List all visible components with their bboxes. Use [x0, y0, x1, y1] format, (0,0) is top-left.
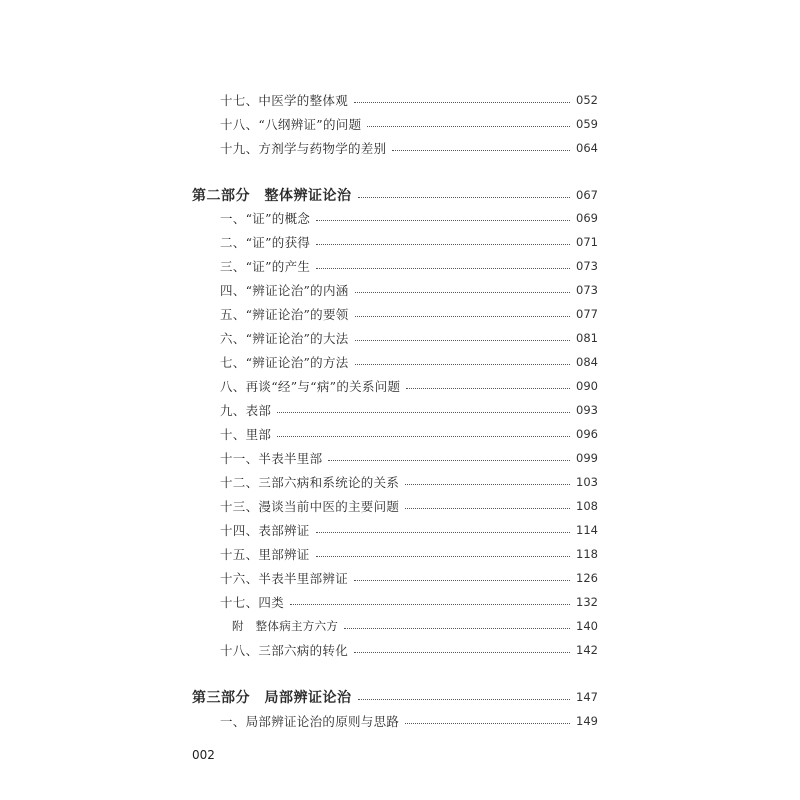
toc-entry: [220, 138, 598, 158]
dot-leader: [277, 411, 570, 413]
toc-entry-title: 第二部分 整体辨证论治: [192, 188, 352, 204]
toc-entry: [220, 424, 598, 444]
toc-entry: [220, 232, 598, 252]
toc-entry-page: 103: [576, 475, 598, 489]
toc-entry-title: 一、“证”的概念: [220, 211, 311, 226]
toc-entry-page: 073: [576, 259, 598, 273]
toc-entry: [220, 711, 598, 731]
toc-entry-title: 三、“证”的产生: [220, 259, 311, 274]
dot-leader: [344, 627, 570, 629]
toc-entry-title: 二、“证”的获得: [220, 235, 311, 250]
toc-entry-page: 069: [576, 211, 598, 225]
toc-entry: [220, 256, 598, 276]
toc-entry-page: 084: [576, 355, 598, 369]
dot-leader: [354, 579, 570, 581]
dot-leader: [355, 315, 570, 317]
toc-entry-page: 118: [576, 547, 598, 561]
toc-entry: [220, 592, 598, 612]
toc-entry: [220, 376, 598, 396]
toc-entry-title: 十七、中医学的整体观: [220, 93, 349, 108]
toc-entry-title: 五、“辨证论治”的要领: [220, 307, 349, 322]
dot-leader: [405, 722, 570, 724]
toc-entry-page: 081: [576, 331, 598, 345]
toc-entry-page: 108: [576, 499, 598, 513]
dot-leader: [405, 483, 570, 485]
toc-entry-page: 140: [576, 619, 598, 633]
toc-entry-page: 142: [576, 643, 598, 657]
toc-entry-title: 六、“辨证论治”的大法: [220, 331, 349, 346]
toc-entry: [220, 448, 598, 468]
toc-entry: [220, 208, 598, 228]
toc-entry-title: 一、局部辨证论治的原则与思路: [220, 714, 400, 729]
toc-entry-title: 十八、三部六病的转化: [220, 643, 349, 658]
toc-entry: [220, 114, 598, 134]
toc-entry-title: 十一、半表半里部: [220, 451, 323, 466]
toc-entry-page: 099: [576, 451, 598, 465]
toc-entry-page: 147: [576, 690, 598, 704]
dot-leader: [358, 196, 571, 198]
toc-entry: [220, 544, 598, 564]
toc-entry-title: 七、“辨证论治”的方法: [220, 355, 349, 370]
toc-entry-page: 059: [576, 117, 598, 131]
toc-entry-title: 附 整体病主方六方: [232, 619, 339, 633]
toc-entry-page: 149: [576, 714, 598, 728]
toc-entry-title: 十六、半表半里部辨证: [220, 571, 349, 586]
toc-entry-title: 四、“辨证论治”的内涵: [220, 283, 349, 298]
toc-entry-page: 073: [576, 283, 598, 297]
toc-entry: [220, 280, 598, 300]
toc-entry: [220, 400, 598, 420]
toc-entry-title: 十七、四类: [220, 595, 285, 610]
toc-entry: [220, 352, 598, 372]
toc-entry: [220, 520, 598, 540]
dot-leader: [354, 651, 570, 653]
toc-part-heading: [192, 687, 598, 707]
dot-leader: [290, 603, 570, 605]
dot-leader: [316, 243, 570, 245]
dot-leader: [316, 219, 570, 221]
dot-leader: [277, 435, 570, 437]
dot-leader: [358, 698, 571, 700]
toc-entry-page: 093: [576, 403, 598, 417]
toc-entry-title: 十四、表部辨证: [220, 523, 310, 538]
dot-leader: [316, 531, 570, 533]
toc-entry: [220, 640, 598, 660]
toc-entry-title: 十三、漫谈当前中医的主要问题: [220, 499, 400, 514]
toc-entry-page: 126: [576, 571, 598, 585]
toc-part-heading: [192, 185, 598, 205]
toc-entry-page: 067: [576, 188, 598, 202]
toc-entry-title: 第三部分 局部辨证论治: [192, 690, 352, 706]
dot-leader: [316, 267, 570, 269]
toc-entry: [232, 616, 598, 636]
toc-entry-page: 071: [576, 235, 598, 249]
dot-leader: [367, 125, 570, 127]
toc-entry-page: 114: [576, 523, 598, 537]
toc-entry: [220, 304, 598, 324]
toc-entry-title: 九、表部: [220, 403, 272, 418]
dot-leader: [355, 291, 570, 293]
toc-entry: [220, 568, 598, 588]
toc-entry-page: 052: [576, 93, 598, 107]
toc-entry-page: 077: [576, 307, 598, 321]
dot-leader: [355, 339, 570, 341]
toc-entry-page: 096: [576, 427, 598, 441]
toc-entry: [220, 328, 598, 348]
dot-leader: [406, 387, 570, 389]
toc-entry-page: 064: [576, 141, 598, 155]
dot-leader: [355, 363, 570, 365]
toc-entry-title: 十、里部: [220, 427, 272, 442]
toc-entry-title: 十八、“八纲辨证”的问题: [220, 117, 362, 132]
toc-entry-page: 132: [576, 595, 598, 609]
dot-leader: [316, 555, 570, 557]
toc-entry: [220, 472, 598, 492]
toc-entry: [220, 496, 598, 516]
dot-leader: [354, 101, 570, 103]
dot-leader: [405, 507, 570, 509]
dot-leader: [328, 459, 570, 461]
toc-entry-title: 八、再谈“经”与“病”的关系问题: [220, 379, 401, 394]
toc-entry: [220, 90, 598, 110]
toc-entry-page: 090: [576, 379, 598, 393]
toc-entry-title: 十五、里部辨证: [220, 547, 310, 562]
toc-entry-title: 十二、三部六病和系统论的关系: [220, 475, 400, 490]
toc-entry-title: 十九、方剂学与药物学的差别: [220, 141, 387, 156]
page-number: 002: [192, 748, 215, 762]
dot-leader: [392, 149, 570, 151]
